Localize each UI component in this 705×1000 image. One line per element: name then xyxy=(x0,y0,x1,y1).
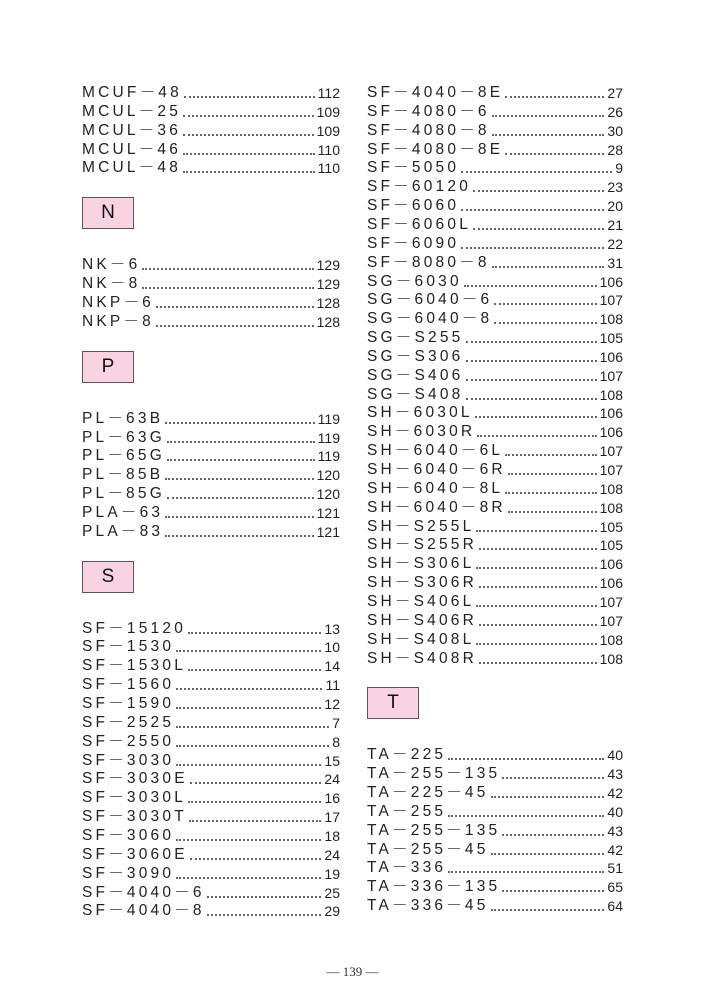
product-code: SF－3060E xyxy=(82,845,188,863)
dot-leader xyxy=(183,171,315,173)
index-entry xyxy=(367,386,623,404)
page-ref: 105 xyxy=(599,330,623,347)
dot-leader xyxy=(176,726,329,728)
product-code: TA－255 xyxy=(367,802,447,820)
dot-leader xyxy=(508,511,597,513)
page-ref: 17 xyxy=(324,809,340,826)
index-entry xyxy=(82,122,340,140)
page-ref: 22 xyxy=(607,235,623,252)
page-ref: 29 xyxy=(324,903,340,920)
product-code: SG－S255 xyxy=(367,329,464,347)
product-code: SH－6040－6R xyxy=(367,461,506,478)
dot-leader xyxy=(476,643,596,645)
index-entry xyxy=(82,504,340,522)
dot-leader xyxy=(479,662,597,664)
index-entry xyxy=(82,714,340,732)
index-entry xyxy=(82,485,340,503)
dot-leader xyxy=(479,586,597,588)
product-code: SF－60120 xyxy=(367,178,472,196)
page-ref: 119 xyxy=(317,410,340,427)
dot-leader xyxy=(188,632,321,634)
page-ref: 108 xyxy=(599,386,623,403)
product-code: PLA－63 xyxy=(82,503,164,521)
section-heading-t: T xyxy=(367,687,419,719)
product-code: NK－8 xyxy=(82,275,141,293)
page-ref: 107 xyxy=(599,612,623,629)
dot-leader xyxy=(207,914,322,916)
product-code: SF－1530L xyxy=(82,657,187,675)
page-ref: 107 xyxy=(599,367,623,384)
product-code: PL－63B xyxy=(82,409,164,427)
dot-leader xyxy=(207,896,322,898)
index-entry xyxy=(367,650,623,668)
dot-leader xyxy=(476,605,596,607)
page-ref: 18 xyxy=(324,827,340,844)
page-ref: 109 xyxy=(316,103,340,120)
product-code: SF－3030L xyxy=(82,789,187,807)
page-ref: 121 xyxy=(316,523,340,540)
dot-leader xyxy=(176,745,329,747)
page-ref: 16 xyxy=(324,790,340,807)
index-entry xyxy=(82,141,340,159)
page-ref: 64 xyxy=(607,898,623,915)
index-entry xyxy=(367,291,623,309)
page-ref: 106 xyxy=(599,405,623,422)
product-code: SF－4080－8E xyxy=(367,140,504,158)
page-ref: 15 xyxy=(324,752,340,769)
index-entry xyxy=(82,846,340,864)
index-entry xyxy=(82,313,340,331)
page-ref: 19 xyxy=(324,865,340,882)
page-ref: 31 xyxy=(607,254,623,271)
index-entry xyxy=(367,404,623,422)
dot-leader xyxy=(476,567,596,569)
page-number: — 139 — xyxy=(326,964,379,979)
dot-leader xyxy=(491,796,605,798)
dot-leader xyxy=(176,688,322,690)
page-ref: 120 xyxy=(316,486,340,503)
product-code: MCUF－48 xyxy=(82,84,182,101)
page-ref: 110 xyxy=(317,141,340,158)
dot-leader xyxy=(176,764,321,766)
index-entry xyxy=(82,865,340,883)
dot-leader xyxy=(183,134,314,136)
index-entry xyxy=(367,612,623,630)
dot-leader xyxy=(466,341,597,343)
index-entry xyxy=(367,859,623,877)
product-code: SH－6040－6L xyxy=(367,442,504,460)
dot-leader xyxy=(189,820,322,822)
dot-leader xyxy=(165,516,313,518)
product-code: SF－6060 xyxy=(367,197,460,215)
dot-leader xyxy=(165,478,313,480)
product-code: PL－65G xyxy=(82,447,165,465)
page-ref: 108 xyxy=(599,499,623,516)
product-code: NKP－6 xyxy=(82,293,154,311)
page-ref: 106 xyxy=(599,424,623,441)
product-code: SH－S306L xyxy=(367,555,475,573)
product-code: MCUL－25 xyxy=(82,102,182,120)
index-entry xyxy=(82,84,340,102)
product-code: SH－6040－8L xyxy=(367,479,504,497)
dot-leader xyxy=(477,435,596,437)
page-ref: 119 xyxy=(317,448,340,465)
dot-leader xyxy=(502,834,604,836)
dot-leader xyxy=(494,322,596,324)
index-entry xyxy=(82,770,340,788)
dot-leader xyxy=(190,782,322,784)
page-ref: 42 xyxy=(607,841,623,858)
product-code: SH－S306R xyxy=(367,574,478,592)
dot-leader xyxy=(502,890,604,892)
index-entry xyxy=(367,442,623,460)
product-code: SG－S408 xyxy=(367,385,464,403)
page-ref: 9 xyxy=(615,160,623,177)
index-entry xyxy=(367,765,623,783)
index-entry xyxy=(82,429,340,447)
dot-leader xyxy=(505,96,604,98)
index-entry xyxy=(367,822,623,840)
index-entry xyxy=(82,103,340,121)
product-code: SF－15120 xyxy=(82,619,187,637)
page-ref: 106 xyxy=(599,348,623,365)
product-code: SH－S255L xyxy=(367,517,475,535)
index-entry xyxy=(367,178,623,196)
index-entry xyxy=(367,499,623,517)
page-ref: 105 xyxy=(599,518,623,535)
product-code: TA－336－135 xyxy=(367,878,501,896)
dot-leader xyxy=(505,153,604,155)
page-ref: 27 xyxy=(607,85,623,101)
product-code: SH－S406L xyxy=(367,592,475,610)
dot-leader xyxy=(461,171,612,173)
page-ref: 25 xyxy=(324,884,340,901)
index-entry xyxy=(367,310,623,328)
index-entry xyxy=(367,631,623,649)
index-entry xyxy=(367,897,623,915)
product-code: PL－85B xyxy=(82,466,164,484)
dot-leader xyxy=(190,858,322,860)
dot-leader xyxy=(475,416,597,418)
dot-leader xyxy=(491,853,605,855)
index-entry xyxy=(367,480,623,498)
product-code: SG－6040－8 xyxy=(367,310,493,328)
dot-leader xyxy=(142,268,313,270)
product-code: MCUL－46 xyxy=(82,140,182,158)
product-code: SF－3030E xyxy=(82,770,188,788)
index-entry xyxy=(367,254,623,272)
product-code: NKP－8 xyxy=(82,312,154,330)
dot-leader xyxy=(479,548,597,550)
product-code: SG－S306 xyxy=(367,347,464,365)
section-heading-p: P xyxy=(82,351,134,383)
dot-leader xyxy=(448,815,604,817)
index-entry xyxy=(367,348,623,366)
page-ref: 107 xyxy=(599,593,623,610)
index-entry xyxy=(82,466,340,484)
product-code: TA－225－45 xyxy=(367,784,489,802)
product-code: TA－255－45 xyxy=(367,840,489,858)
page-ref: 121 xyxy=(316,504,340,521)
page-ref: 40 xyxy=(607,747,623,764)
product-code: SF－1560 xyxy=(82,676,175,694)
section-heading-n: N xyxy=(82,197,134,229)
dot-leader xyxy=(492,134,605,136)
product-code: TA－336 xyxy=(367,859,447,877)
index-entry xyxy=(367,159,623,177)
index-entry xyxy=(367,555,623,573)
index-entry xyxy=(82,447,340,465)
product-code: SF－4080－8 xyxy=(367,121,490,139)
index-entry xyxy=(82,827,340,845)
page-ref: 51 xyxy=(607,860,623,877)
dot-leader xyxy=(176,877,321,879)
index-entry xyxy=(367,574,623,592)
dot-leader xyxy=(142,287,313,289)
product-code: TA－255－135 xyxy=(367,765,501,783)
page-ref: 30 xyxy=(607,122,623,139)
dot-leader xyxy=(466,379,597,381)
index-entry xyxy=(367,367,623,385)
product-code: SF－3030 xyxy=(82,751,175,769)
page-ref: 43 xyxy=(607,822,623,839)
page-ref: 128 xyxy=(316,313,340,330)
page-ref: 26 xyxy=(607,103,623,120)
index-entry xyxy=(367,197,623,215)
index-entry xyxy=(367,141,623,159)
product-code: SH－6030L xyxy=(367,404,473,422)
dot-leader xyxy=(492,266,605,268)
dot-leader xyxy=(494,303,596,305)
product-code: SG－6040－6 xyxy=(367,291,493,309)
index-entry xyxy=(82,789,340,807)
page-ref: 12 xyxy=(324,696,340,712)
index-entry xyxy=(82,902,340,920)
dot-leader xyxy=(479,624,597,626)
product-code: SF－2525 xyxy=(82,713,175,731)
index-entry xyxy=(367,329,623,347)
dot-leader xyxy=(448,871,604,873)
product-code: SH－S408L xyxy=(367,630,475,648)
dot-leader xyxy=(505,454,596,456)
dot-leader xyxy=(156,325,314,327)
index-entry xyxy=(367,235,623,253)
index-entry xyxy=(367,103,623,121)
product-code: PL－63G xyxy=(82,428,165,446)
page-ref: 110 xyxy=(317,160,340,177)
page-ref: 119 xyxy=(317,429,340,446)
product-code: SH－S406R xyxy=(367,611,478,629)
index-entry xyxy=(367,84,623,102)
index-entry xyxy=(82,256,340,274)
dot-leader xyxy=(176,650,321,652)
page-ref: 13 xyxy=(324,620,340,637)
product-code: MCUL－48 xyxy=(82,159,182,177)
product-code: SF－8080－8 xyxy=(367,253,490,271)
dot-leader xyxy=(183,115,314,117)
dot-leader xyxy=(466,398,597,400)
dot-leader xyxy=(492,115,605,117)
page-ref: 106 xyxy=(599,556,623,573)
index-entry xyxy=(367,784,623,802)
dot-leader xyxy=(448,758,604,760)
product-code: SF－3060 xyxy=(82,826,175,844)
product-code: SG－6030 xyxy=(367,272,462,290)
product-code: SF－6090 xyxy=(367,234,460,252)
dot-leader xyxy=(476,530,596,532)
product-code: NK－6 xyxy=(82,256,141,274)
product-code: SF－3030T xyxy=(82,808,187,826)
dot-leader xyxy=(505,492,596,494)
page-ref: 128 xyxy=(316,294,340,311)
product-code: SF－4040－8E xyxy=(367,84,504,101)
index-entry xyxy=(82,695,340,713)
product-code: SF－6060L xyxy=(367,215,472,233)
index-entry xyxy=(367,273,623,291)
index-entry xyxy=(82,410,340,428)
dot-leader xyxy=(461,209,604,211)
dot-leader xyxy=(473,228,604,230)
product-code: SH－S408R xyxy=(367,649,478,667)
product-code: SH－6030R xyxy=(367,423,476,441)
page-ref: 28 xyxy=(607,141,623,158)
page-ref: 10 xyxy=(324,639,340,656)
dot-leader xyxy=(167,459,315,461)
dot-leader xyxy=(502,777,604,779)
dot-leader xyxy=(188,669,321,671)
page-ref: 107 xyxy=(599,462,623,478)
page-ref: 108 xyxy=(599,650,623,667)
page-ref: 129 xyxy=(316,276,340,293)
dot-leader xyxy=(473,190,604,192)
index-entry xyxy=(82,752,340,770)
product-code: SH－S255R xyxy=(367,536,478,554)
index-entry xyxy=(367,841,623,859)
index-entry xyxy=(367,461,623,479)
dot-leader xyxy=(508,473,597,475)
dot-leader xyxy=(165,422,314,424)
page-ref: 112 xyxy=(317,85,340,101)
product-code: SF－4040－6 xyxy=(82,883,205,901)
index-entry xyxy=(367,536,623,554)
product-code: SF－4040－8 xyxy=(82,902,205,920)
index-entry xyxy=(82,638,340,656)
index-entry xyxy=(82,657,340,675)
product-code: SF－5050 xyxy=(367,159,460,177)
page-ref: 108 xyxy=(599,631,623,648)
index-entry xyxy=(82,159,340,177)
product-code: SF－2550 xyxy=(82,732,175,750)
page-ref: 7 xyxy=(332,714,340,731)
page-ref: 20 xyxy=(607,198,623,215)
index-entry xyxy=(82,676,340,694)
page-ref: 105 xyxy=(599,537,623,554)
index-entry xyxy=(367,593,623,611)
page-ref: 106 xyxy=(599,575,623,592)
product-code: MCUL－36 xyxy=(82,121,182,139)
product-code: SH－6040－8R xyxy=(367,498,506,516)
page-ref: 42 xyxy=(607,785,623,802)
dot-leader xyxy=(491,909,605,911)
index-entry xyxy=(82,733,340,751)
page-ref: 40 xyxy=(607,803,623,820)
index-entry xyxy=(82,523,340,541)
product-code: SG－S406 xyxy=(367,366,464,384)
page-ref: 129 xyxy=(316,257,340,274)
dot-leader xyxy=(184,96,315,98)
dot-leader xyxy=(466,360,597,362)
page-ref: 106 xyxy=(599,273,623,290)
product-code: TA－255－135 xyxy=(367,821,501,839)
page-ref: 107 xyxy=(599,292,623,309)
page-ref: 108 xyxy=(599,311,623,328)
dot-leader xyxy=(176,839,321,841)
product-code: SF－3090 xyxy=(82,864,175,882)
index-entry xyxy=(82,294,340,312)
product-code: TA－336－45 xyxy=(367,897,489,915)
index-entry xyxy=(367,216,623,234)
index-entry xyxy=(82,884,340,902)
product-code: PLA－83 xyxy=(82,522,164,540)
product-code: PL－85G xyxy=(82,485,165,503)
page-ref: 108 xyxy=(599,480,623,497)
page-ref: 65 xyxy=(607,879,623,896)
dot-leader xyxy=(183,153,315,155)
index-entry xyxy=(82,275,340,293)
page-ref: 120 xyxy=(316,467,340,484)
dot-leader xyxy=(167,441,315,443)
page-ref: 14 xyxy=(324,658,340,675)
dot-leader xyxy=(176,707,321,709)
index-entry xyxy=(82,808,340,826)
dot-leader xyxy=(464,285,597,287)
dot-leader xyxy=(156,306,314,308)
dot-leader xyxy=(461,247,604,249)
page-ref: 43 xyxy=(607,766,623,783)
dot-leader xyxy=(188,801,321,803)
page-ref: 21 xyxy=(607,216,623,233)
dot-leader xyxy=(167,497,314,499)
index-entry xyxy=(367,423,623,441)
product-code: SF－1530 xyxy=(82,638,175,656)
index-entry xyxy=(367,122,623,140)
page-ref: 24 xyxy=(324,846,340,863)
product-code: TA－225 xyxy=(367,746,447,764)
index-entry xyxy=(367,518,623,536)
index-entry xyxy=(367,746,623,764)
dot-leader xyxy=(165,535,313,537)
page-ref: 109 xyxy=(316,122,340,139)
product-code: SF－4080－6 xyxy=(367,102,490,120)
index-entry xyxy=(82,620,340,638)
page-ref: 11 xyxy=(325,677,340,694)
section-heading-s: S xyxy=(82,561,134,593)
page-ref: 107 xyxy=(599,443,623,460)
page-ref: 8 xyxy=(332,733,340,750)
page-ref: 23 xyxy=(607,179,623,196)
product-code: SF－1590 xyxy=(82,695,175,712)
index-entry xyxy=(367,803,623,821)
page-ref: 24 xyxy=(324,771,340,788)
index-entry xyxy=(367,878,623,896)
